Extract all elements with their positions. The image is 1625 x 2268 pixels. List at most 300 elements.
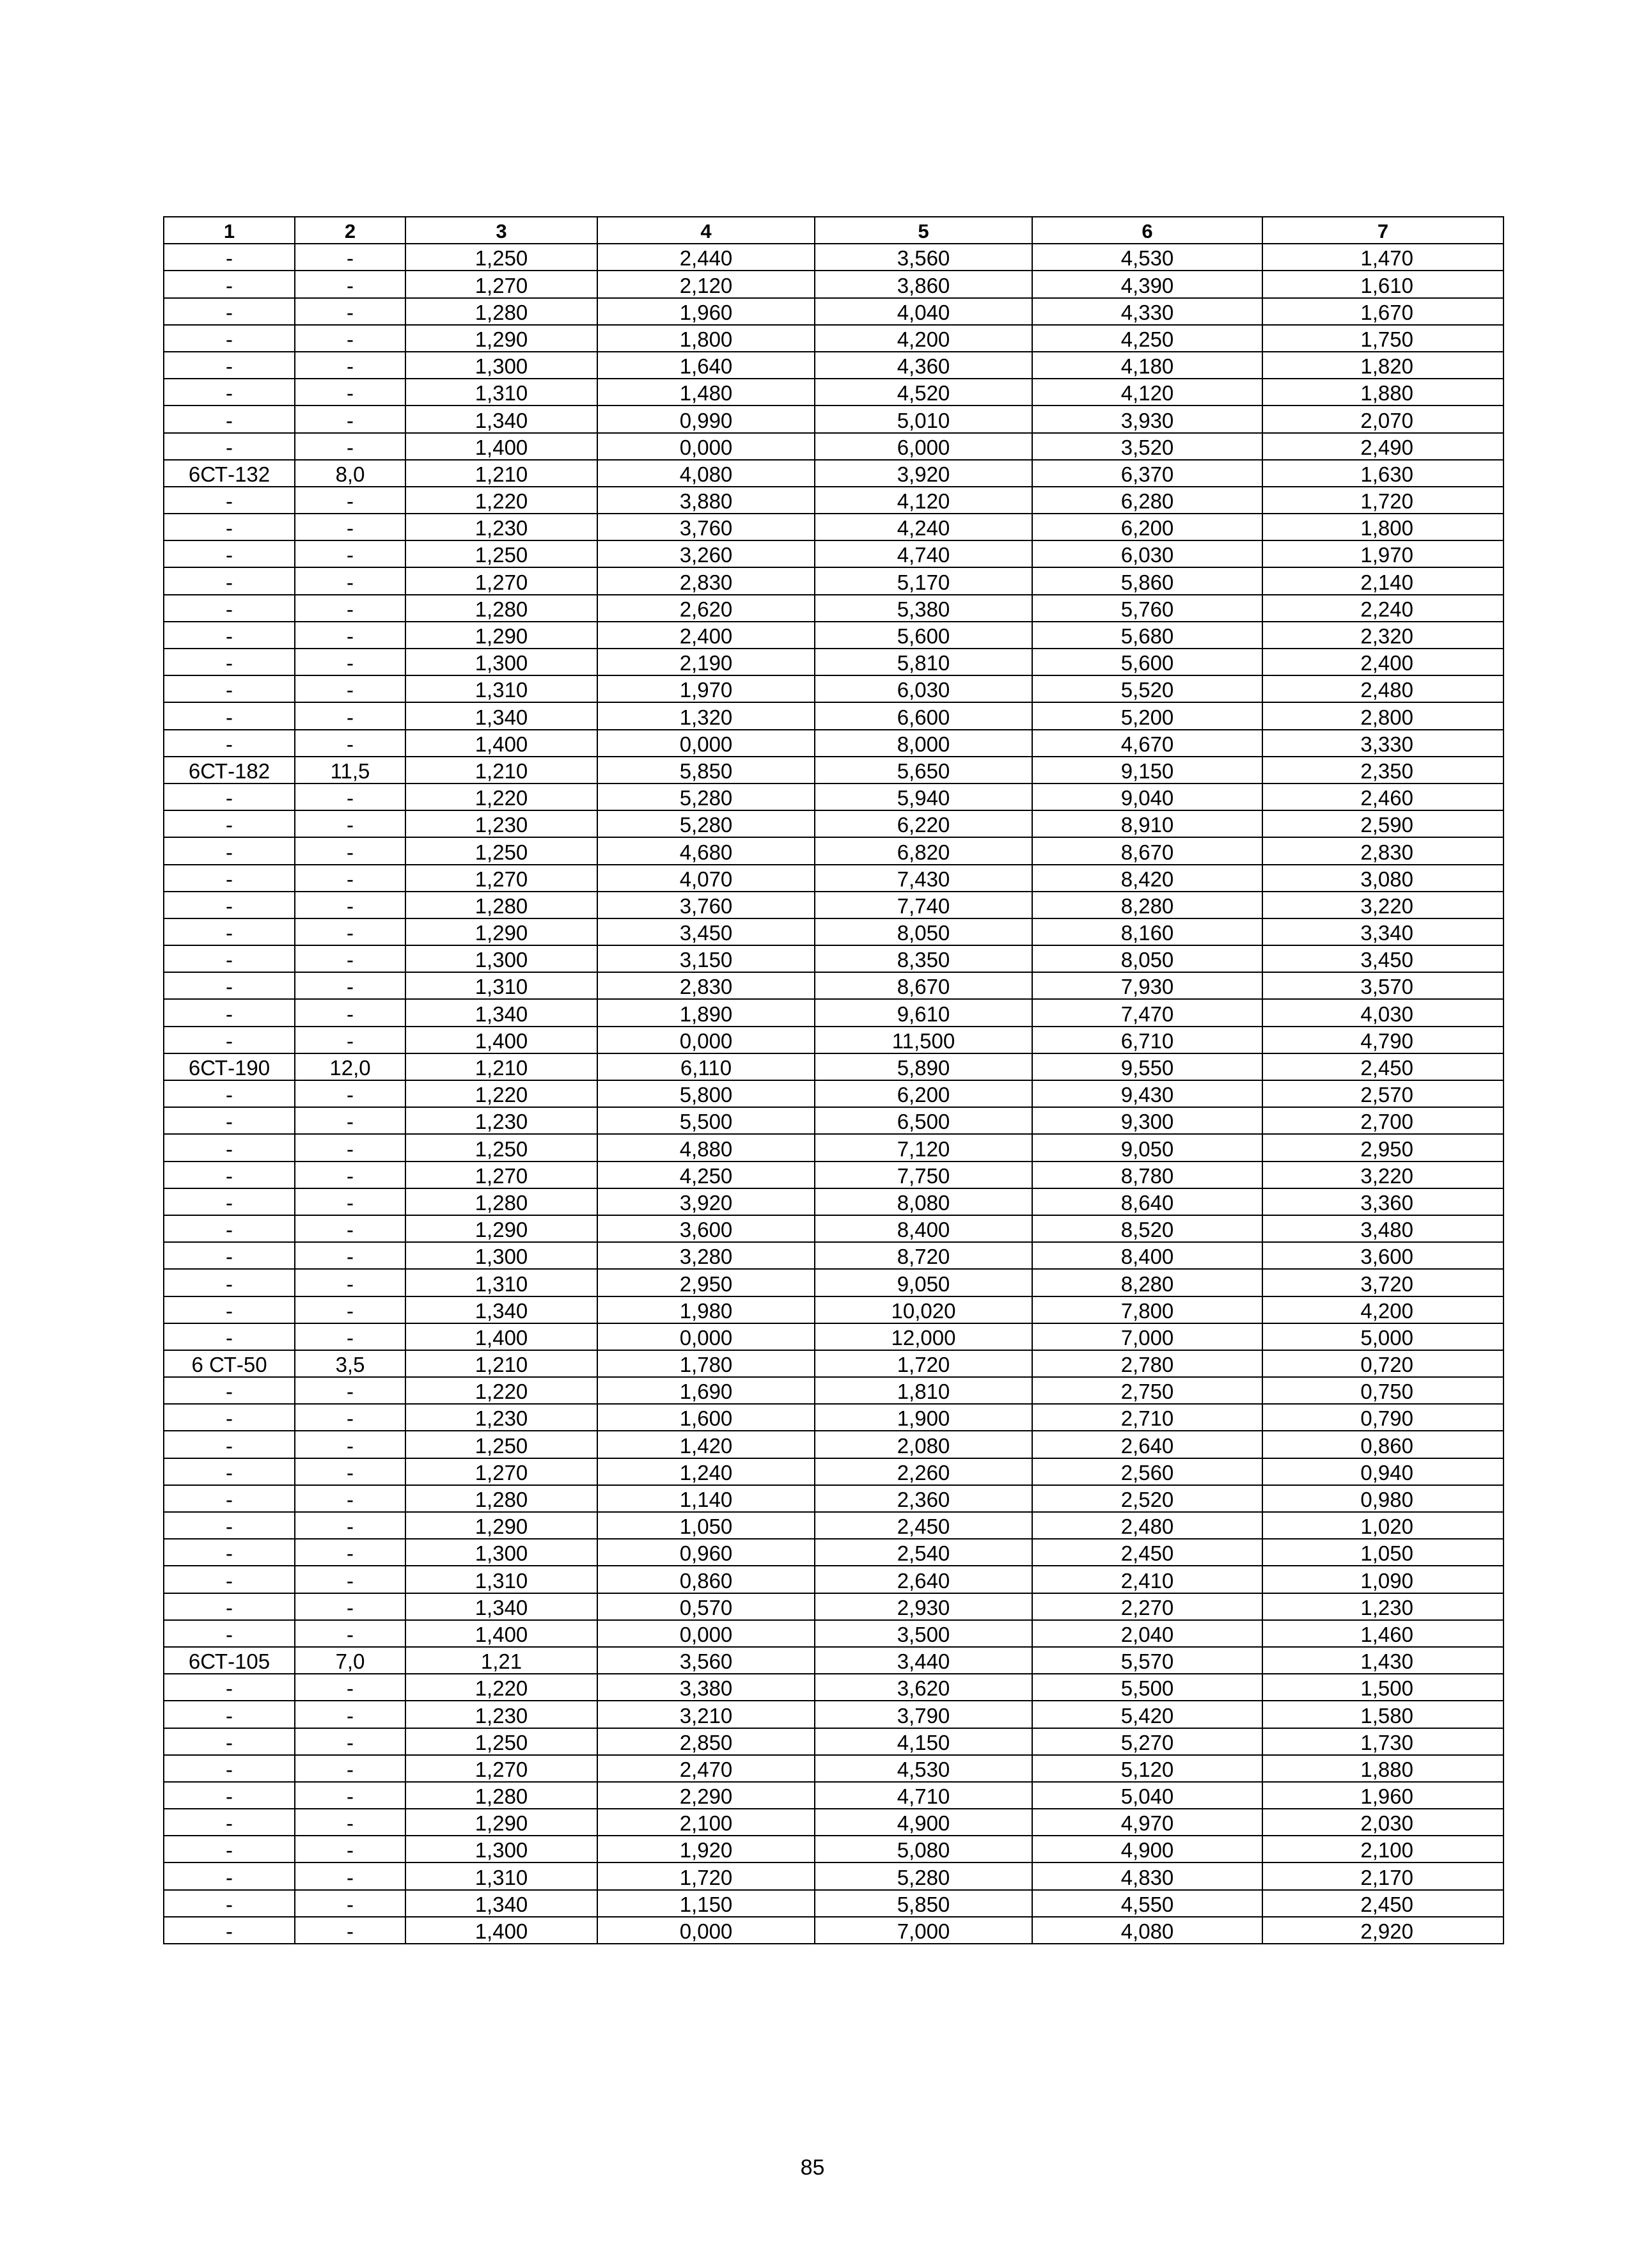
table-cell: - xyxy=(295,1431,405,1458)
table-cell: 5,420 xyxy=(1032,1701,1262,1728)
table-cell: 0,000 xyxy=(597,1027,815,1053)
table-cell: - xyxy=(295,1377,405,1404)
table-cell: - xyxy=(295,1512,405,1539)
table-cell: - xyxy=(164,1701,295,1728)
table-cell: 4,150 xyxy=(815,1728,1032,1755)
table-cell: 1,140 xyxy=(597,1485,815,1512)
table-cell: 0,860 xyxy=(597,1566,815,1593)
table-cell: 1,880 xyxy=(1262,379,1503,406)
table-cell: - xyxy=(295,514,405,540)
table-header xyxy=(164,217,1503,244)
table-cell: 2,950 xyxy=(1262,1134,1503,1161)
table-cell: - xyxy=(295,1458,405,1485)
table-row xyxy=(164,649,1503,675)
table-cell: - xyxy=(164,1862,295,1889)
table-cell: 1,310 xyxy=(405,1862,597,1889)
table-cell: 1,230 xyxy=(405,1701,597,1728)
table-cell: 4,680 xyxy=(597,837,815,864)
table-cell: 5,280 xyxy=(597,810,815,837)
table-cell: 2,700 xyxy=(1262,1107,1503,1134)
table-cell: - xyxy=(164,1593,295,1620)
table-row xyxy=(164,784,1503,810)
table-cell: - xyxy=(295,865,405,892)
column-header: 2 xyxy=(295,217,405,244)
table-cell: - xyxy=(295,1620,405,1647)
table-cell: 0,000 xyxy=(597,730,815,757)
table-cell: 2,640 xyxy=(1032,1431,1262,1458)
table-cell: - xyxy=(295,945,405,972)
table-row xyxy=(164,514,1503,540)
table-cell: - xyxy=(164,1323,295,1350)
table-row xyxy=(164,1269,1503,1296)
table-cell: 1,290 xyxy=(405,1215,597,1242)
table-cell: 2,570 xyxy=(1262,1080,1503,1107)
table-cell: 4,200 xyxy=(815,325,1032,352)
table-cell: - xyxy=(164,1620,295,1647)
table-cell: 1,400 xyxy=(405,1027,597,1053)
table-row xyxy=(164,1566,1503,1593)
table-cell: 5,680 xyxy=(1032,622,1262,649)
table-cell: 3,220 xyxy=(1262,892,1503,918)
table-cell: 0,720 xyxy=(1262,1350,1503,1377)
table-cell: 1,280 xyxy=(405,595,597,622)
table-cell: 1,250 xyxy=(405,1431,597,1458)
table-cell: - xyxy=(164,892,295,918)
table-cell: - xyxy=(295,406,405,432)
table-cell: 7,930 xyxy=(1032,972,1262,999)
table-cell: - xyxy=(295,487,405,514)
table-cell: 7,750 xyxy=(815,1162,1032,1188)
table-cell: 2,590 xyxy=(1262,810,1503,837)
table-row xyxy=(164,972,1503,999)
table-cell: 2,440 xyxy=(597,244,815,271)
table-cell: 2,520 xyxy=(1032,1485,1262,1512)
table-cell: - xyxy=(295,1674,405,1701)
table-cell: 3,260 xyxy=(597,540,815,567)
table-cell: - xyxy=(295,433,405,460)
table-cell: 6,200 xyxy=(815,1080,1032,1107)
table-cell: 2,290 xyxy=(597,1782,815,1809)
table-cell: - xyxy=(164,649,295,675)
table-cell: 2,400 xyxy=(597,622,815,649)
table-cell: 3,450 xyxy=(1262,945,1503,972)
table-cell: - xyxy=(164,244,295,271)
table-row xyxy=(164,1782,1503,1809)
table-cell: 1,290 xyxy=(405,1512,597,1539)
table-cell: 4,390 xyxy=(1032,271,1262,297)
table-row xyxy=(164,1404,1503,1431)
table-cell: 5,890 xyxy=(815,1053,1032,1080)
table-cell: - xyxy=(295,730,405,757)
table-cell: 0,940 xyxy=(1262,1458,1503,1485)
column-header: 1 xyxy=(164,217,295,244)
table-cell: 1,810 xyxy=(815,1377,1032,1404)
table-cell: - xyxy=(295,1701,405,1728)
table-cell: 5,850 xyxy=(815,1890,1032,1917)
table-cell: 1,270 xyxy=(405,1162,597,1188)
table-cell: - xyxy=(164,1242,295,1269)
table-cell: 1,220 xyxy=(405,1674,597,1701)
table-cell: - xyxy=(164,999,295,1026)
table-cell: 12,000 xyxy=(815,1323,1032,1350)
table-cell: 6СТ-132 xyxy=(164,460,295,487)
table-cell: 1,250 xyxy=(405,1134,597,1161)
table-cell: - xyxy=(295,1728,405,1755)
table-cell: 2,240 xyxy=(1262,595,1503,622)
table-cell: 1,900 xyxy=(815,1404,1032,1431)
table-cell: 3,220 xyxy=(1262,1162,1503,1188)
table-cell: 4,080 xyxy=(1032,1917,1262,1944)
table-cell: 4,710 xyxy=(815,1782,1032,1809)
table-cell: 3,930 xyxy=(1032,406,1262,432)
table-cell: - xyxy=(164,1809,295,1836)
table-cell: 1,230 xyxy=(405,810,597,837)
table-row xyxy=(164,1539,1503,1566)
table-cell: 9,150 xyxy=(1032,757,1262,784)
table-cell: 1,670 xyxy=(1262,298,1503,325)
table-cell: - xyxy=(164,1431,295,1458)
table-cell: - xyxy=(164,1269,295,1296)
table-cell: - xyxy=(295,1215,405,1242)
table-cell: 5,120 xyxy=(1032,1755,1262,1782)
table-cell: - xyxy=(295,810,405,837)
table-cell: 1,430 xyxy=(1262,1647,1503,1674)
table-cell: 1,310 xyxy=(405,972,597,999)
table-cell: 1,290 xyxy=(405,918,597,945)
table-cell: 3,920 xyxy=(815,460,1032,487)
table-cell: - xyxy=(295,1836,405,1862)
table-cell: 1,880 xyxy=(1262,1755,1503,1782)
table-row xyxy=(164,1836,1503,1862)
table-cell: 1,300 xyxy=(405,1242,597,1269)
table-cell: 8,050 xyxy=(1032,945,1262,972)
table-cell: 2,320 xyxy=(1262,622,1503,649)
table-cell: - xyxy=(295,1755,405,1782)
table-cell: 7,430 xyxy=(815,865,1032,892)
table-cell: 3,620 xyxy=(815,1674,1032,1701)
table-cell: 8,280 xyxy=(1032,892,1262,918)
table-row xyxy=(164,810,1503,837)
table-cell: - xyxy=(164,379,295,406)
table-cell: 1,240 xyxy=(597,1458,815,1485)
table-cell: 1,300 xyxy=(405,1836,597,1862)
table-cell: 5,600 xyxy=(815,622,1032,649)
table-cell: 0,000 xyxy=(597,1323,815,1350)
table-cell: 2,540 xyxy=(815,1539,1032,1566)
table-cell: 6,370 xyxy=(1032,460,1262,487)
table-cell: 4,790 xyxy=(1262,1027,1503,1053)
table-cell: 1,340 xyxy=(405,1296,597,1323)
table-cell: - xyxy=(164,1296,295,1323)
table-cell: 1,230 xyxy=(405,1404,597,1431)
table-cell: 4,040 xyxy=(815,298,1032,325)
table-cell: 2,620 xyxy=(597,595,815,622)
table-cell: 7,470 xyxy=(1032,999,1262,1026)
table-cell: 7,000 xyxy=(815,1917,1032,1944)
table-cell: 5,010 xyxy=(815,406,1032,432)
table-cell: 5,760 xyxy=(1032,595,1262,622)
table-cell: 1,320 xyxy=(597,702,815,729)
table-cell: 8,050 xyxy=(815,918,1032,945)
table-cell: - xyxy=(295,567,405,594)
table-cell: - xyxy=(164,1188,295,1215)
table-row xyxy=(164,540,1503,567)
table-cell: - xyxy=(164,622,295,649)
table-cell: 8,280 xyxy=(1032,1269,1262,1296)
table-row xyxy=(164,1296,1503,1323)
table-row xyxy=(164,918,1503,945)
table-cell: - xyxy=(295,702,405,729)
table-cell: 1,220 xyxy=(405,784,597,810)
table-cell: 1,960 xyxy=(597,298,815,325)
table-cell: 2,750 xyxy=(1032,1377,1262,1404)
table-cell: 1,980 xyxy=(597,1296,815,1323)
table-cell: 1,220 xyxy=(405,1377,597,1404)
table-cell: 0,790 xyxy=(1262,1404,1503,1431)
table-cell: 1,780 xyxy=(597,1350,815,1377)
table-cell: 2,450 xyxy=(1262,1890,1503,1917)
table-cell: 0,960 xyxy=(597,1539,815,1566)
table-cell: - xyxy=(164,487,295,514)
table-cell: 1,340 xyxy=(405,406,597,432)
table-body xyxy=(164,244,1503,1944)
table-cell: 4,120 xyxy=(1032,379,1262,406)
table-cell: - xyxy=(164,1782,295,1809)
table-cell: - xyxy=(295,675,405,702)
column-header: 5 xyxy=(815,217,1032,244)
table-cell: - xyxy=(295,1188,405,1215)
header-row xyxy=(164,217,1503,244)
table-cell: 8,520 xyxy=(1032,1215,1262,1242)
table-cell: - xyxy=(164,514,295,540)
table-cell: 5,850 xyxy=(597,757,815,784)
table-cell: 3,330 xyxy=(1262,730,1503,757)
table-row xyxy=(164,1620,1503,1647)
table-cell: 4,030 xyxy=(1262,999,1503,1026)
table-cell: 5,500 xyxy=(1032,1674,1262,1701)
table-cell: 11,500 xyxy=(815,1027,1032,1053)
table-cell: 3,760 xyxy=(597,514,815,540)
table-cell: - xyxy=(164,1917,295,1944)
table-cell: 6,030 xyxy=(1032,540,1262,567)
table-cell: - xyxy=(295,1782,405,1809)
table-cell: 1,600 xyxy=(597,1404,815,1431)
table-cell: 5,650 xyxy=(815,757,1032,784)
table-cell: - xyxy=(164,271,295,297)
table-cell: 6,820 xyxy=(815,837,1032,864)
table-cell: 1,970 xyxy=(597,675,815,702)
table-row xyxy=(164,1485,1503,1512)
table-cell: - xyxy=(295,918,405,945)
table-row xyxy=(164,865,1503,892)
table-cell: 1,310 xyxy=(405,1566,597,1593)
table-cell: 8,080 xyxy=(815,1188,1032,1215)
table-cell: - xyxy=(295,1134,405,1161)
table-cell: 1,090 xyxy=(1262,1566,1503,1593)
table-row xyxy=(164,1350,1503,1377)
table-cell: 9,550 xyxy=(1032,1053,1262,1080)
table-cell: 7,0 xyxy=(295,1647,405,1674)
table-cell: 12,0 xyxy=(295,1053,405,1080)
table-cell: 3,860 xyxy=(815,271,1032,297)
table-cell: 4,740 xyxy=(815,540,1032,567)
table-cell: 1,820 xyxy=(1262,352,1503,379)
table-cell: - xyxy=(295,1539,405,1566)
table-cell: 2,040 xyxy=(1032,1620,1262,1647)
table-cell: 3,880 xyxy=(597,487,815,514)
table-cell: 1,890 xyxy=(597,999,815,1026)
table-cell: 1,340 xyxy=(405,999,597,1026)
table-cell: 1,150 xyxy=(597,1890,815,1917)
table-cell: 2,460 xyxy=(1262,784,1503,810)
table-cell: 9,300 xyxy=(1032,1107,1262,1134)
table-cell: 6,280 xyxy=(1032,487,1262,514)
table-cell: 2,850 xyxy=(597,1728,815,1755)
table-row xyxy=(164,433,1503,460)
table-row xyxy=(164,595,1503,622)
table-row xyxy=(164,1107,1503,1134)
table-cell: 1,210 xyxy=(405,1053,597,1080)
table-cell: - xyxy=(164,1728,295,1755)
table-cell: 1,720 xyxy=(1262,487,1503,514)
table-cell: 1,230 xyxy=(1262,1593,1503,1620)
table-cell: 5,570 xyxy=(1032,1647,1262,1674)
table-cell: 5,600 xyxy=(1032,649,1262,675)
table-cell: 3,280 xyxy=(597,1242,815,1269)
table-cell: 0,570 xyxy=(597,1593,815,1620)
table-cell: 1,400 xyxy=(405,730,597,757)
table-cell: 1,730 xyxy=(1262,1728,1503,1755)
table-cell: 8,780 xyxy=(1032,1162,1262,1188)
table-cell: 3,150 xyxy=(597,945,815,972)
table-cell: 3,450 xyxy=(597,918,815,945)
table-cell: 1,920 xyxy=(597,1836,815,1862)
table-cell: - xyxy=(295,1162,405,1188)
table-cell: 2,400 xyxy=(1262,649,1503,675)
table-row xyxy=(164,1080,1503,1107)
table-cell: 4,880 xyxy=(597,1134,815,1161)
table-cell: - xyxy=(295,1593,405,1620)
table-cell: - xyxy=(295,325,405,352)
table-cell: - xyxy=(295,892,405,918)
table-cell: 2,100 xyxy=(1262,1836,1503,1862)
table-cell: 7,120 xyxy=(815,1134,1032,1161)
table-cell: 1,270 xyxy=(405,1458,597,1485)
table-cell: 5,380 xyxy=(815,595,1032,622)
table-cell: 2,070 xyxy=(1262,406,1503,432)
table-row xyxy=(164,1755,1503,1782)
table-cell: 5,800 xyxy=(597,1080,815,1107)
table-cell: - xyxy=(295,1890,405,1917)
table-cell: 8,160 xyxy=(1032,918,1262,945)
table-row xyxy=(164,892,1503,918)
table-cell: 9,050 xyxy=(815,1269,1032,1296)
table-cell: 1,400 xyxy=(405,1917,597,1944)
table-cell: 3,340 xyxy=(1262,918,1503,945)
table-cell: 2,080 xyxy=(815,1431,1032,1458)
table-cell: 6,110 xyxy=(597,1053,815,1080)
table-cell: 1,720 xyxy=(815,1350,1032,1377)
table-row xyxy=(164,1890,1503,1917)
table-cell: 4,250 xyxy=(1032,325,1262,352)
table-cell: 1,400 xyxy=(405,433,597,460)
table-row xyxy=(164,1215,1503,1242)
table-row xyxy=(164,1728,1503,1755)
table-cell: 6,600 xyxy=(815,702,1032,729)
table-cell: 3,360 xyxy=(1262,1188,1503,1215)
table-cell: 4,250 xyxy=(597,1162,815,1188)
table-cell: 1,220 xyxy=(405,487,597,514)
table-cell: 4,530 xyxy=(815,1755,1032,1782)
table-cell: 3,440 xyxy=(815,1647,1032,1674)
table-cell: 1,300 xyxy=(405,352,597,379)
table-cell: 5,280 xyxy=(815,1862,1032,1889)
table-cell: 1,610 xyxy=(1262,271,1503,297)
table-row xyxy=(164,271,1503,297)
table-cell: - xyxy=(164,1027,295,1053)
table-cell: 1,340 xyxy=(405,1593,597,1620)
table-cell: 5,520 xyxy=(1032,675,1262,702)
table-cell: - xyxy=(295,837,405,864)
table-cell: - xyxy=(164,352,295,379)
table-row xyxy=(164,1593,1503,1620)
table-row xyxy=(164,999,1503,1026)
table-row xyxy=(164,945,1503,972)
column-header: 4 xyxy=(597,217,815,244)
table-row xyxy=(164,622,1503,649)
table-cell: 9,610 xyxy=(815,999,1032,1026)
table-cell: 5,040 xyxy=(1032,1782,1262,1809)
table-cell: 2,100 xyxy=(597,1809,815,1836)
table-cell: 1,720 xyxy=(597,1862,815,1889)
table-cell: - xyxy=(295,1107,405,1134)
table-cell: 3,520 xyxy=(1032,433,1262,460)
table-cell: - xyxy=(295,298,405,325)
table-cell: 1,250 xyxy=(405,244,597,271)
table-row xyxy=(164,1188,1503,1215)
table-cell: 8,400 xyxy=(815,1215,1032,1242)
table-cell: 0,980 xyxy=(1262,1485,1503,1512)
table-cell: 5,810 xyxy=(815,649,1032,675)
table-cell: 1,300 xyxy=(405,649,597,675)
table-cell: 1,800 xyxy=(1262,514,1503,540)
table-row xyxy=(164,460,1503,487)
table-row xyxy=(164,406,1503,432)
table-cell: 4,670 xyxy=(1032,730,1262,757)
table-cell: 1,970 xyxy=(1262,540,1503,567)
table-row xyxy=(164,298,1503,325)
table-cell: 2,480 xyxy=(1262,675,1503,702)
table-cell: - xyxy=(295,622,405,649)
table-cell: - xyxy=(164,1215,295,1242)
table-cell: - xyxy=(164,702,295,729)
table-row xyxy=(164,702,1503,729)
table-cell: 2,640 xyxy=(815,1566,1032,1593)
table-cell: - xyxy=(295,1080,405,1107)
table-cell: - xyxy=(164,298,295,325)
table-row xyxy=(164,1377,1503,1404)
table-cell: - xyxy=(295,540,405,567)
table-row xyxy=(164,379,1503,406)
table-cell: 5,280 xyxy=(597,784,815,810)
table-cell: 5,270 xyxy=(1032,1728,1262,1755)
table-cell: 1,580 xyxy=(1262,1701,1503,1728)
table-cell: 1,340 xyxy=(405,1890,597,1917)
table-cell: 2,780 xyxy=(1032,1350,1262,1377)
table-cell: - xyxy=(164,918,295,945)
table-cell: 5,860 xyxy=(1032,567,1262,594)
table-cell: 1,270 xyxy=(405,1755,597,1782)
